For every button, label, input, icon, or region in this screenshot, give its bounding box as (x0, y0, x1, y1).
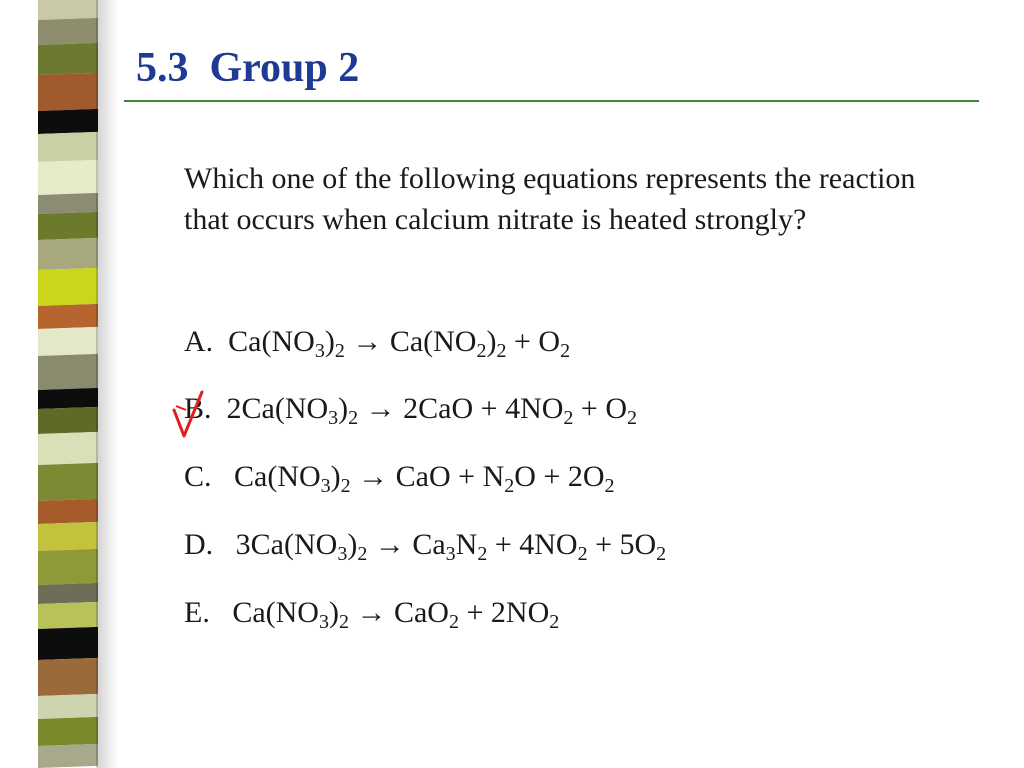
check-mark-icon (172, 388, 212, 444)
stripe-segment (38, 549, 98, 585)
stripe-segment (38, 354, 98, 390)
stripe-segment (38, 407, 98, 434)
stripe-segment (38, 73, 98, 111)
stripe-segment (38, 132, 98, 162)
stripe-segment (38, 602, 98, 629)
stripe-shadow (96, 0, 118, 768)
stripe-segment (38, 499, 98, 523)
option-c (184, 460, 615, 497)
stripe-segment (38, 388, 98, 410)
option-equation: $3Ca(NO_3)_2 \to Ca_3N_2 + 4NO_2 + 5O_2$ (228, 528, 667, 565)
stripe-segment (38, 432, 98, 465)
slide-title: 5.3 Group 2 (136, 45, 360, 91)
stripe-segment (38, 521, 98, 551)
option-e (184, 596, 560, 633)
stripe-segment (38, 212, 98, 239)
stripe-segment (38, 716, 98, 746)
option-letter: E. (184, 596, 225, 629)
option-letter: D. (184, 528, 229, 561)
option-letter: B. (184, 392, 227, 425)
stripe-segment (38, 583, 98, 605)
option-letter: C. (184, 460, 227, 493)
stripe-segment (38, 327, 98, 357)
question-text: Which one of the following equations represents the reaction that occurs when calcium nitrate is heated strongly? (184, 162, 916, 236)
stripe-segment (38, 159, 98, 195)
stripe-segment (38, 268, 98, 306)
option-equation: $Ca(NO_3)_2 \to CaO_2 + 2NO_2$ (224, 596, 560, 633)
stripe-segment (38, 0, 98, 19)
stripe-segment (38, 694, 98, 718)
decorative-stripe-bar (38, 0, 98, 768)
stripe-segment (38, 237, 98, 270)
stripe-segment (38, 109, 98, 133)
option-d (184, 528, 667, 565)
stripe-segment (38, 627, 98, 660)
stripe-segment (38, 744, 98, 768)
option-b (184, 392, 638, 429)
stripe-segment (38, 193, 98, 215)
stripe-segment (38, 463, 98, 501)
option-equation: $2Ca(NO_3)_2 \to 2CaO + 4NO_2 + O_2$ (226, 392, 638, 429)
stripe-segment (38, 42, 98, 75)
option-letter: A. (184, 325, 229, 358)
title-divider (124, 100, 979, 102)
option-a (184, 325, 571, 362)
stripe-segment (38, 658, 98, 696)
stripe-segment (38, 17, 98, 44)
option-equation: $Ca(NO_3)_2 \to Ca(NO_2)_2 + O_2$ (228, 325, 571, 362)
stripe-segment (38, 304, 98, 328)
option-equation: $Ca(NO_3)_2$ → CaO + $N_2O + 2O_2$ (226, 460, 615, 497)
